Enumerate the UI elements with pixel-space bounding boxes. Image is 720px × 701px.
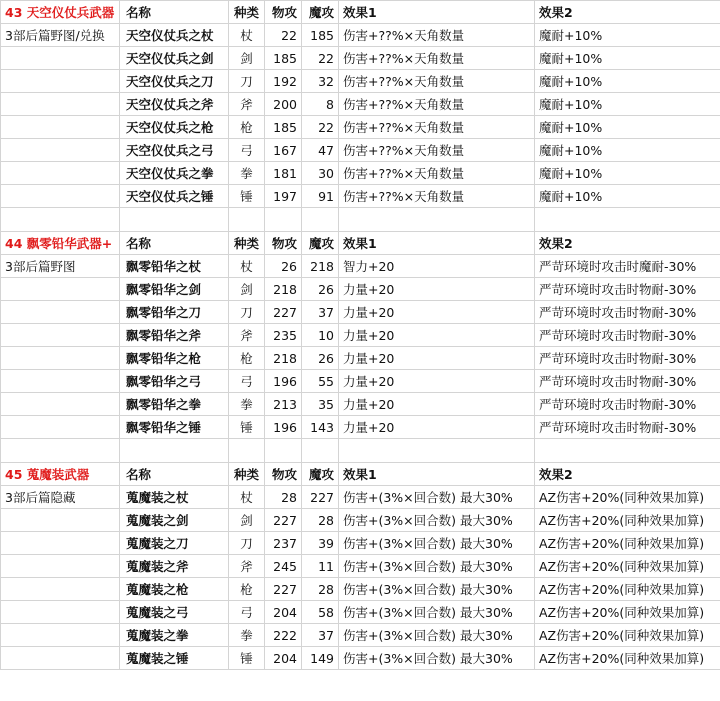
cell-type: 杖 — [229, 255, 265, 278]
cell-mag: 47 — [302, 139, 339, 162]
cell-type: 弓 — [229, 370, 265, 393]
cell-eff1: 伤害+(3%×回合数) 最大30% — [339, 509, 535, 532]
table-row — [1, 509, 720, 532]
cell-atk: 218 — [265, 278, 302, 301]
cell-type: 枪 — [229, 116, 265, 139]
cell-eff2: AZ伤害+20%(同种效果加算) — [535, 624, 720, 647]
cell-mag: 91 — [302, 185, 339, 208]
cell-atk: 235 — [265, 324, 302, 347]
cell-eff2: 严苛环境时攻击时物耐-30% — [535, 370, 720, 393]
spacer-row — [1, 439, 720, 463]
cell-eff2: 魔耐+10% — [535, 185, 720, 208]
empty-cell — [339, 208, 535, 232]
cell-eff2: AZ伤害+20%(同种效果加算) — [535, 647, 720, 670]
cell-eff1: 力量+20 — [339, 416, 535, 439]
empty-cell — [1, 555, 120, 578]
cell-mag: 26 — [302, 278, 339, 301]
cell-eff1: 伤害+??%×天角数量 — [339, 47, 535, 70]
empty-cell — [1, 347, 120, 370]
empty-cell — [120, 208, 229, 232]
cell-type: 斧 — [229, 324, 265, 347]
cell-eff1: 力量+20 — [339, 324, 535, 347]
cell-eff2: AZ伤害+20%(同种效果加算) — [535, 555, 720, 578]
cell-type: 杖 — [229, 24, 265, 47]
cell-eff2: 严苛环境时攻击时物耐-30% — [535, 324, 720, 347]
cell-eff2: AZ伤害+20%(同种效果加算) — [535, 486, 720, 509]
column-header-name: 名称 — [120, 1, 229, 24]
column-header-mag: 魔攻 — [302, 1, 339, 24]
cell-atk: 204 — [265, 601, 302, 624]
cell-name: 飘零铅华之拳 — [120, 393, 229, 416]
cell-name: 蒐魔装之枪 — [120, 578, 229, 601]
empty-cell — [1, 439, 120, 463]
cell-type: 枪 — [229, 347, 265, 370]
cell-mag: 22 — [302, 47, 339, 70]
cell-eff2: 严苛环境时攻击时物耐-30% — [535, 301, 720, 324]
empty-cell — [1, 70, 120, 93]
table-row — [1, 324, 720, 347]
cell-name: 天空仪仗兵之杖 — [120, 24, 229, 47]
column-header-eff2: 效果2 — [535, 1, 720, 24]
cell-type: 枪 — [229, 578, 265, 601]
cell-mag: 28 — [302, 509, 339, 532]
column-header-name: 名称 — [120, 232, 229, 255]
cell-mag: 35 — [302, 393, 339, 416]
cell-eff1: 伤害+??%×天角数量 — [339, 185, 535, 208]
cell-type: 锤 — [229, 185, 265, 208]
empty-cell — [302, 208, 339, 232]
cell-name: 蒐魔装之斧 — [120, 555, 229, 578]
cell-name: 天空仪仗兵之弓 — [120, 139, 229, 162]
cell-name: 飘零铅华之杖 — [120, 255, 229, 278]
cell-mag: 185 — [302, 24, 339, 47]
section-title: 43 天空仪仗兵武器 — [1, 1, 120, 24]
cell-type: 锤 — [229, 647, 265, 670]
cell-mag: 30 — [302, 162, 339, 185]
table-row — [1, 532, 720, 555]
cell-name: 蒐魔装之剑 — [120, 509, 229, 532]
cell-atk: 196 — [265, 370, 302, 393]
empty-cell — [1, 578, 120, 601]
section-title: 44 飘零铅华武器+ — [1, 232, 120, 255]
column-header-mag: 魔攻 — [302, 232, 339, 255]
cell-mag: 149 — [302, 647, 339, 670]
table-row — [1, 116, 720, 139]
cell-type: 弓 — [229, 601, 265, 624]
cell-eff1: 伤害+(3%×回合数) 最大30% — [339, 532, 535, 555]
empty-cell — [339, 439, 535, 463]
column-header-eff2: 效果2 — [535, 232, 720, 255]
cell-mag: 32 — [302, 70, 339, 93]
cell-mag: 37 — [302, 624, 339, 647]
cell-eff1: 力量+20 — [339, 347, 535, 370]
empty-cell — [1, 162, 120, 185]
cell-eff2: 魔耐+10% — [535, 162, 720, 185]
cell-eff2: AZ伤害+20%(同种效果加算) — [535, 532, 720, 555]
empty-cell — [1, 647, 120, 670]
cell-eff1: 伤害+??%×天角数量 — [339, 162, 535, 185]
cell-eff1: 伤害+??%×天角数量 — [339, 139, 535, 162]
section-header-row — [1, 463, 720, 486]
empty-cell — [1, 532, 120, 555]
column-header-eff1: 效果1 — [339, 232, 535, 255]
empty-cell — [535, 439, 720, 463]
cell-name: 飘零铅华之刀 — [120, 301, 229, 324]
cell-atk: 227 — [265, 301, 302, 324]
empty-cell — [1, 139, 120, 162]
cell-eff1: 伤害+(3%×回合数) 最大30% — [339, 555, 535, 578]
table-row — [1, 370, 720, 393]
column-header-type: 种类 — [229, 232, 265, 255]
empty-cell — [1, 278, 120, 301]
table-row — [1, 416, 720, 439]
cell-atk: 185 — [265, 116, 302, 139]
table-row — [1, 139, 720, 162]
empty-cell — [1, 301, 120, 324]
column-header-name: 名称 — [120, 463, 229, 486]
column-header-atk: 物攻 — [265, 463, 302, 486]
cell-eff1: 力量+20 — [339, 301, 535, 324]
section-source: 3部后篇隐藏 — [1, 486, 120, 509]
cell-atk: 196 — [265, 416, 302, 439]
cell-eff2: AZ伤害+20%(同种效果加算) — [535, 601, 720, 624]
empty-cell — [265, 439, 302, 463]
cell-atk: 227 — [265, 578, 302, 601]
cell-atk: 28 — [265, 486, 302, 509]
cell-eff1: 伤害+??%×天角数量 — [339, 24, 535, 47]
cell-atk: 200 — [265, 93, 302, 116]
empty-cell — [1, 393, 120, 416]
cell-atk: 197 — [265, 185, 302, 208]
cell-eff2: 严苛环境时攻击时物耐-30% — [535, 347, 720, 370]
cell-eff1: 智力+20 — [339, 255, 535, 278]
cell-eff2: 魔耐+10% — [535, 47, 720, 70]
cell-eff1: 伤害+??%×天角数量 — [339, 116, 535, 139]
cell-name: 蒐魔装之拳 — [120, 624, 229, 647]
cell-eff2: AZ伤害+20%(同种效果加算) — [535, 509, 720, 532]
cell-name: 蒐魔装之弓 — [120, 601, 229, 624]
cell-type: 刀 — [229, 301, 265, 324]
cell-atk: 227 — [265, 509, 302, 532]
table-row — [1, 255, 720, 278]
cell-name: 飘零铅华之剑 — [120, 278, 229, 301]
table-row — [1, 93, 720, 116]
table-row — [1, 47, 720, 70]
empty-cell — [535, 208, 720, 232]
empty-cell — [302, 439, 339, 463]
cell-name: 天空仪仗兵之斧 — [120, 93, 229, 116]
cell-eff2: 魔耐+10% — [535, 93, 720, 116]
cell-type: 锤 — [229, 416, 265, 439]
cell-eff1: 伤害+??%×天角数量 — [339, 93, 535, 116]
column-header-eff2: 效果2 — [535, 463, 720, 486]
cell-mag: 8 — [302, 93, 339, 116]
cell-type: 斧 — [229, 93, 265, 116]
cell-name: 蒐魔装之锤 — [120, 647, 229, 670]
empty-cell — [1, 116, 120, 139]
table-row — [1, 555, 720, 578]
cell-eff1: 伤害+(3%×回合数) 最大30% — [339, 647, 535, 670]
empty-cell — [229, 208, 265, 232]
empty-cell — [1, 208, 120, 232]
column-header-eff1: 效果1 — [339, 1, 535, 24]
cell-name: 天空仪仗兵之枪 — [120, 116, 229, 139]
cell-mag: 26 — [302, 347, 339, 370]
cell-mag: 218 — [302, 255, 339, 278]
cell-eff2: 严苛环境时攻击时物耐-30% — [535, 416, 720, 439]
empty-cell — [229, 439, 265, 463]
cell-mag: 39 — [302, 532, 339, 555]
cell-mag: 11 — [302, 555, 339, 578]
table-row — [1, 185, 720, 208]
section-source: 3部后篇野图/兑换 — [1, 24, 120, 47]
cell-eff1: 力量+20 — [339, 393, 535, 416]
cell-atk: 22 — [265, 24, 302, 47]
table-row — [1, 624, 720, 647]
table-row — [1, 278, 720, 301]
section-title: 45 蒐魔装武器 — [1, 463, 120, 486]
section-source: 3部后篇野图 — [1, 255, 120, 278]
cell-name: 蒐魔装之杖 — [120, 486, 229, 509]
cell-type: 拳 — [229, 624, 265, 647]
cell-eff2: 严苛环境时攻击时物耐-30% — [535, 278, 720, 301]
cell-name: 天空仪仗兵之刀 — [120, 70, 229, 93]
cell-eff1: 伤害+(3%×回合数) 最大30% — [339, 486, 535, 509]
cell-eff2: 严苛环境时攻击时物耐-30% — [535, 393, 720, 416]
cell-atk: 26 — [265, 255, 302, 278]
cell-atk: 185 — [265, 47, 302, 70]
cell-type: 剑 — [229, 509, 265, 532]
column-header-type: 种类 — [229, 1, 265, 24]
cell-eff1: 伤害+(3%×回合数) 最大30% — [339, 601, 535, 624]
empty-cell — [120, 439, 229, 463]
cell-name: 飘零铅华之斧 — [120, 324, 229, 347]
cell-type: 杖 — [229, 486, 265, 509]
cell-eff1: 伤害+??%×天角数量 — [339, 70, 535, 93]
cell-eff1: 力量+20 — [339, 278, 535, 301]
cell-type: 刀 — [229, 532, 265, 555]
cell-type: 拳 — [229, 162, 265, 185]
empty-cell — [1, 624, 120, 647]
cell-type: 斧 — [229, 555, 265, 578]
cell-atk: 237 — [265, 532, 302, 555]
cell-atk: 181 — [265, 162, 302, 185]
cell-name: 飘零铅华之锤 — [120, 416, 229, 439]
cell-type: 刀 — [229, 70, 265, 93]
cell-type: 弓 — [229, 139, 265, 162]
table-row — [1, 301, 720, 324]
cell-mag: 37 — [302, 301, 339, 324]
cell-atk: 204 — [265, 647, 302, 670]
cell-type: 剑 — [229, 278, 265, 301]
cell-eff2: 魔耐+10% — [535, 139, 720, 162]
table-row — [1, 578, 720, 601]
table-row — [1, 70, 720, 93]
cell-name: 蒐魔装之刀 — [120, 532, 229, 555]
table-row — [1, 601, 720, 624]
empty-cell — [265, 208, 302, 232]
cell-name: 天空仪仗兵之剑 — [120, 47, 229, 70]
cell-eff2: 严苛环境时攻击时魔耐-30% — [535, 255, 720, 278]
table-row — [1, 486, 720, 509]
cell-mag: 143 — [302, 416, 339, 439]
cell-atk: 218 — [265, 347, 302, 370]
empty-cell — [1, 509, 120, 532]
cell-eff2: AZ伤害+20%(同种效果加算) — [535, 578, 720, 601]
cell-type: 剑 — [229, 47, 265, 70]
column-header-eff1: 效果1 — [339, 463, 535, 486]
empty-cell — [1, 93, 120, 116]
cell-mag: 58 — [302, 601, 339, 624]
cell-mag: 22 — [302, 116, 339, 139]
cell-name: 天空仪仗兵之锤 — [120, 185, 229, 208]
cell-atk: 245 — [265, 555, 302, 578]
cell-eff1: 力量+20 — [339, 370, 535, 393]
cell-mag: 227 — [302, 486, 339, 509]
table-row — [1, 347, 720, 370]
empty-cell — [1, 601, 120, 624]
empty-cell — [1, 47, 120, 70]
spacer-row — [1, 208, 720, 232]
cell-name: 天空仪仗兵之拳 — [120, 162, 229, 185]
cell-atk: 222 — [265, 624, 302, 647]
cell-eff2: 魔耐+10% — [535, 24, 720, 47]
cell-atk: 192 — [265, 70, 302, 93]
empty-cell — [1, 185, 120, 208]
cell-atk: 167 — [265, 139, 302, 162]
cell-type: 拳 — [229, 393, 265, 416]
weapon-table-body — [1, 1, 720, 670]
cell-name: 飘零铅华之弓 — [120, 370, 229, 393]
table-row — [1, 393, 720, 416]
cell-mag: 10 — [302, 324, 339, 347]
empty-cell — [1, 370, 120, 393]
cell-eff2: 魔耐+10% — [535, 70, 720, 93]
column-header-type: 种类 — [229, 463, 265, 486]
section-header-row — [1, 1, 720, 24]
column-header-mag: 魔攻 — [302, 463, 339, 486]
cell-mag: 55 — [302, 370, 339, 393]
table-row — [1, 162, 720, 185]
column-header-atk: 物攻 — [265, 1, 302, 24]
table-row — [1, 647, 720, 670]
cell-atk: 213 — [265, 393, 302, 416]
column-header-atk: 物攻 — [265, 232, 302, 255]
section-header-row — [1, 232, 720, 255]
empty-cell — [1, 324, 120, 347]
cell-name: 飘零铅华之枪 — [120, 347, 229, 370]
cell-eff1: 伤害+(3%×回合数) 最大30% — [339, 624, 535, 647]
cell-eff1: 伤害+(3%×回合数) 最大30% — [339, 578, 535, 601]
cell-eff2: 魔耐+10% — [535, 116, 720, 139]
table-row — [1, 24, 720, 47]
empty-cell — [1, 416, 120, 439]
cell-mag: 28 — [302, 578, 339, 601]
